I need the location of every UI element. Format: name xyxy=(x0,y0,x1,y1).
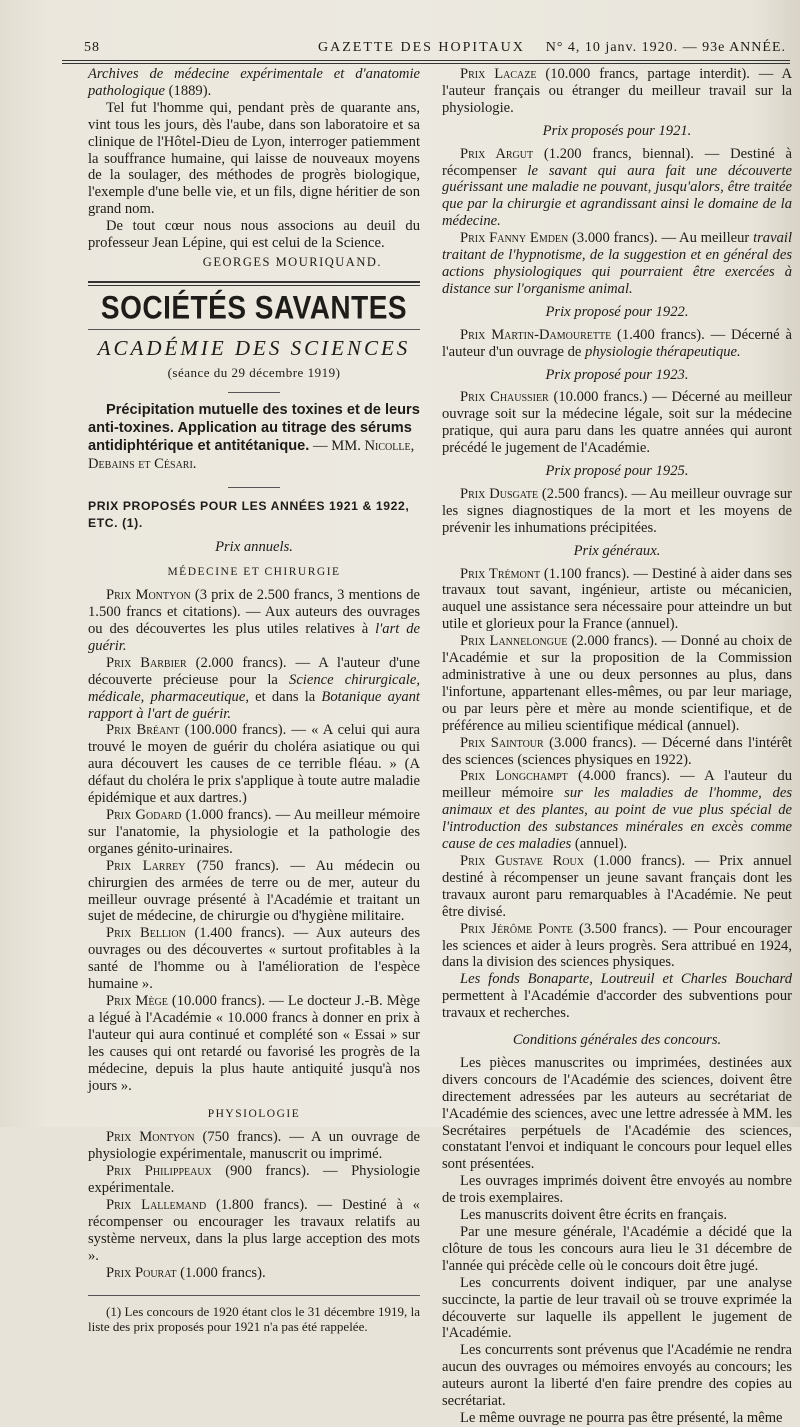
short-divider-2 xyxy=(228,487,280,488)
prize-entry: Prix Mège (10.000 francs). — Le docteur J.-B. Mège a légué à l'Académie « 10.000 francs à donner en prix à l'auteur qui aura continué et complété son « Essai » sur les causes qui ont retardé ou favorisé les progrès de la médecine, depuis la plus haute antiquité jusqu'à nos jours ». xyxy=(88,992,421,1094)
prize-entry: Prix Lacaze (10.000 francs, partage interdit). — A l'auteur français ou étranger du meilleur travail sur la physiologie. xyxy=(442,66,792,116)
article-headline: Précipitation mutuelle des toxines et de leurs anti-toxines. Application au titrage des sérums antidiphtérique et antitétanique. — MM. Nicolle, Debains et Césari. xyxy=(88,401,420,472)
journal-title: GAZETTE DES HOPITAUX xyxy=(318,40,525,55)
prize-entry: Prix Longchampt (4.000 francs). — A l'auteur du meilleur mémoire sur les maladies de l'homme, des animaux et des plantes, au point de vue plus spécial de l'introduction des substances minérales en excès comme cause de ces maladies (annuel). xyxy=(442,768,792,853)
signature: GEORGES MOURIQUAND. xyxy=(202,254,382,269)
prize-entry: Prix Montyon (750 francs). — A un ouvrage de physiologie expérimentale, manuscrit ou imprimé. xyxy=(88,1129,421,1163)
prize-entry: Prix Jérôme Ponte (3.500 francs). — Pour encourager les sciences et aider à leurs progrès. Sera attribué en 1924, dans la division des sciences physiques. xyxy=(442,920,793,971)
section-title: SOCIÉTÉS SAVANTES xyxy=(100,289,408,326)
prize-entry: Prix Barbier (2.000 francs). — A l'auteur d'une découverte précieuse pour la Science chirurgicale, médicale, pharmaceutique, et dans la Botanique ayant rapport à l'art de guérir. xyxy=(88,654,420,722)
prize-entry: Prix Pourat (1.000 francs). xyxy=(106,1264,266,1281)
medecine-heading: MÉDECINE ET CHIRURGIE xyxy=(167,566,341,579)
prize-entry: Prix Argut (1.200 francs, biennal). — Destiné à récompenser le savant qui aura fait une découverte guérissant une maladie ne pouvant, jusqu'alors, être traitée que par la chirurgie et agrandissant ainsi le domaine de la médecine. xyxy=(442,145,792,230)
prize-entry: Prix Larrey (750 francs). — Au médecin ou chirurgien des armées de terre ou de mer, auteur du meilleur ouvrage présenté à l'Académie et traitant un sujet de médecine, de chirurgie ou d'hygiène militaire. xyxy=(88,857,421,925)
short-divider xyxy=(228,392,280,393)
prix-annuels-heading: Prix annuels. xyxy=(215,539,293,556)
prize-entry: Prix Godard (1.000 francs). — Au meilleur mémoire sur l'anatomie, la physiologie et la pathologie des organes génito-urinaires. xyxy=(88,807,420,857)
issue-info: N° 4, 10 janv. 1920. — 93e ANNÉE. xyxy=(545,40,786,55)
subheading: Prix proposé pour 1925. xyxy=(545,463,689,480)
physiologie-heading: PHYSIOLOGIE xyxy=(207,1108,301,1121)
prize-entry: Prix Saintour (3.000 francs). — Décerné dans l'intérêt des sciences (sciences physiques en 1922). xyxy=(442,734,793,768)
fonds-paragraph: Les fonds Bonaparte, Loutreuil et Charles Bouchard permettent à l'Académie d'accorder des subventions pour travaux et recherches. xyxy=(442,971,792,1022)
subheading: Prix proposé pour 1922. xyxy=(545,303,689,320)
footnote: (1) Les concours de 1920 étant clos le 31 décembre 1919, la liste des prix proposés pour 1921 n'a pas été rappelée. xyxy=(88,1304,420,1335)
prize-entry: Prix Bellion (1.400 francs). — Aux auteurs des ouvrages ou des découvertes « surtout profitables à la santé de l'homme ou à l'amélioration de l'espèce humaine ». xyxy=(88,925,420,993)
prix-heading: PRIX PROPOSÉS POUR LES ANNÉES 1921 & 1922, ETC. (1). xyxy=(88,498,410,530)
conditions-heading: Conditions générales des concours. xyxy=(512,1032,722,1049)
obituary-para-1: Tel fut l'homme qui, pendant près de quarante ans, vint tous les jours, dès l'aube, dans son laboratoire et sa clinique de l'Hôtel-Dieu de Lyon, interroger patiemment la souffrance humaine, qui laisse de nouveaux moyens de la soulager, des méthodes de progrès biologique, l'exemple d'une belle vie, et un fils, digne héritier de son grand nom. xyxy=(88,99,420,218)
page-number: 58 xyxy=(84,40,100,55)
subheading: Prix proposé pour 1923. xyxy=(545,366,689,383)
intro-citation: Archives de médecine expérimentale et d'anatomie pathologique (1889). xyxy=(88,66,420,99)
section-divider xyxy=(88,281,420,286)
header-rule xyxy=(62,60,790,64)
prize-entry: Prix Fanny Emden (3.000 francs). — Au meilleur travail traitant de l'hypnotisme, de la suggestion et en général des actions physiologiques qui pourraient être exercées à distance sur l'organisme animal. xyxy=(442,230,792,297)
page-header xyxy=(60,40,790,62)
prize-entry: Prix Trémont (1.100 francs). — Destiné à aider dans ses travaux tout savant, ingénieur, artiste ou mécanicien, auquel une assistance sera nécessaire pour atteindre un but utile et glorieux pour la France (annuel). xyxy=(442,565,792,633)
seance-date: (séance du 29 décembre 1919) xyxy=(167,364,341,380)
subheading: Prix généraux. xyxy=(573,542,661,559)
prize-entry: Prix Martin-Damourette (1.400 francs). — Décerné à l'auteur d'un ouvrage de physiologie thérapeutique. xyxy=(442,326,792,360)
prize-entry: Prix Chaussier (10.000 francs.) — Décerné au meilleur ouvrage soit sur la médecine légale, soit sur la médecine pratique, qui aura paru dans les quatre années qui auront précédé le jugement de l'Académie. xyxy=(442,389,792,457)
prize-entry: Prix Lallemand (1.800 francs). — Destiné à « récompenser ou encourager les travaux relatifs au système nerveux, dans la plus large acception des mots ». xyxy=(88,1196,420,1264)
conditions-paragraph: Les concurrents doivent indiquer, par une analyse succincte, la partie de leur travail où se trouve exprimée la découverte sur laquelle ils appellent le jugement de l'Académie. xyxy=(442,1274,792,1342)
right-column xyxy=(442,66,792,1427)
prize-entry: Prix Montyon (3 prix de 2.500 francs, 3 mentions de 1.500 francs et citations). — Aux auteurs des ouvrages ou des découvertes les plus utiles relatives à l'art de guérir. xyxy=(88,587,421,654)
prize-entry: Prix Gustave Roux (1.000 francs). — Prix annuel destiné à récompenser un jeune savant français dont les travaux auront paru remarquables à l'Académie. Ne peut être divisé. xyxy=(442,852,792,920)
prize-entry: Prix Philippeaux (900 francs). — Physiologie expérimentale. xyxy=(88,1163,420,1197)
left-column xyxy=(88,66,420,1334)
academy-heading: ACADÉMIE DES SCIENCES xyxy=(97,335,411,360)
obituary-para-2: De tout cœur nous nous associons au deuil du professeur Jean Lépine, qui est celui de la Science. xyxy=(88,218,420,252)
conditions-paragraph: Les pièces manuscrites ou imprimées, destinées aux divers concours de l'Académie des sciences, doivent être directement adressées par les auteurs au secrétariat de l'Académie des sciences, avec une lettre adressée à MM. les Secrétaires perpétuels de l'Académie des sciences, constatant l'envoi et indiquant le concours pour lequel elles sont présentées. xyxy=(442,1054,792,1173)
conditions-paragraph: Les manuscrits doivent être écrits en français. xyxy=(460,1207,728,1224)
footnote-rule xyxy=(88,1295,420,1296)
conditions-paragraph: Le même ouvrage ne pourra pas être présenté, la même xyxy=(460,1409,783,1426)
prize-entry: Prix Lannelongue (2.000 francs). — Donné au choix de l'Académie et sur la proposition de la Commission administrative à une ou deux personnes au plus, dans l'infortune, appartenant elles-mêmes, ou par leur mariage, ou par leurs père et mère au monde scientifique, et de préférence au milieu scientifique médical (annuel). xyxy=(442,633,792,734)
prize-entry: Prix Bréant (100.000 francs). — « A celui qui aura trouvé le moyen de guérir du choléra asiatique ou qui aura découvert les causes de ce terrible fléau. » (A défaut du choléra le prix s'applique à toute autre maladie épidémique et aux dartres.) xyxy=(88,722,420,807)
section-rule xyxy=(88,329,420,330)
subheading: Prix proposés pour 1921. xyxy=(542,122,692,139)
prize-entry: Prix Dusgate (2.500 francs). — Au meilleur ouvrage sur les signes diagnostiques de la mort et les moyens de prévenir les inhumations précipitées. xyxy=(442,485,792,536)
conditions-paragraph: Les concurrents sont prévenus que l'Académie ne rendra aucun des ouvrages ou mémoires envoyés au concours; les auteurs auront la liberté d'en faire prendre des copies au secrétariat. xyxy=(442,1342,792,1410)
conditions-paragraph: Les ouvrages imprimés doivent être envoyés au nombre de trois exemplaires. xyxy=(442,1173,792,1207)
conditions-paragraph: Par une mesure générale, l'Académie a décidé que la clôture de tous les concours aura lieu le 31 décembre de l'année qui précède celle où le concours doit être jugé. xyxy=(442,1224,792,1274)
